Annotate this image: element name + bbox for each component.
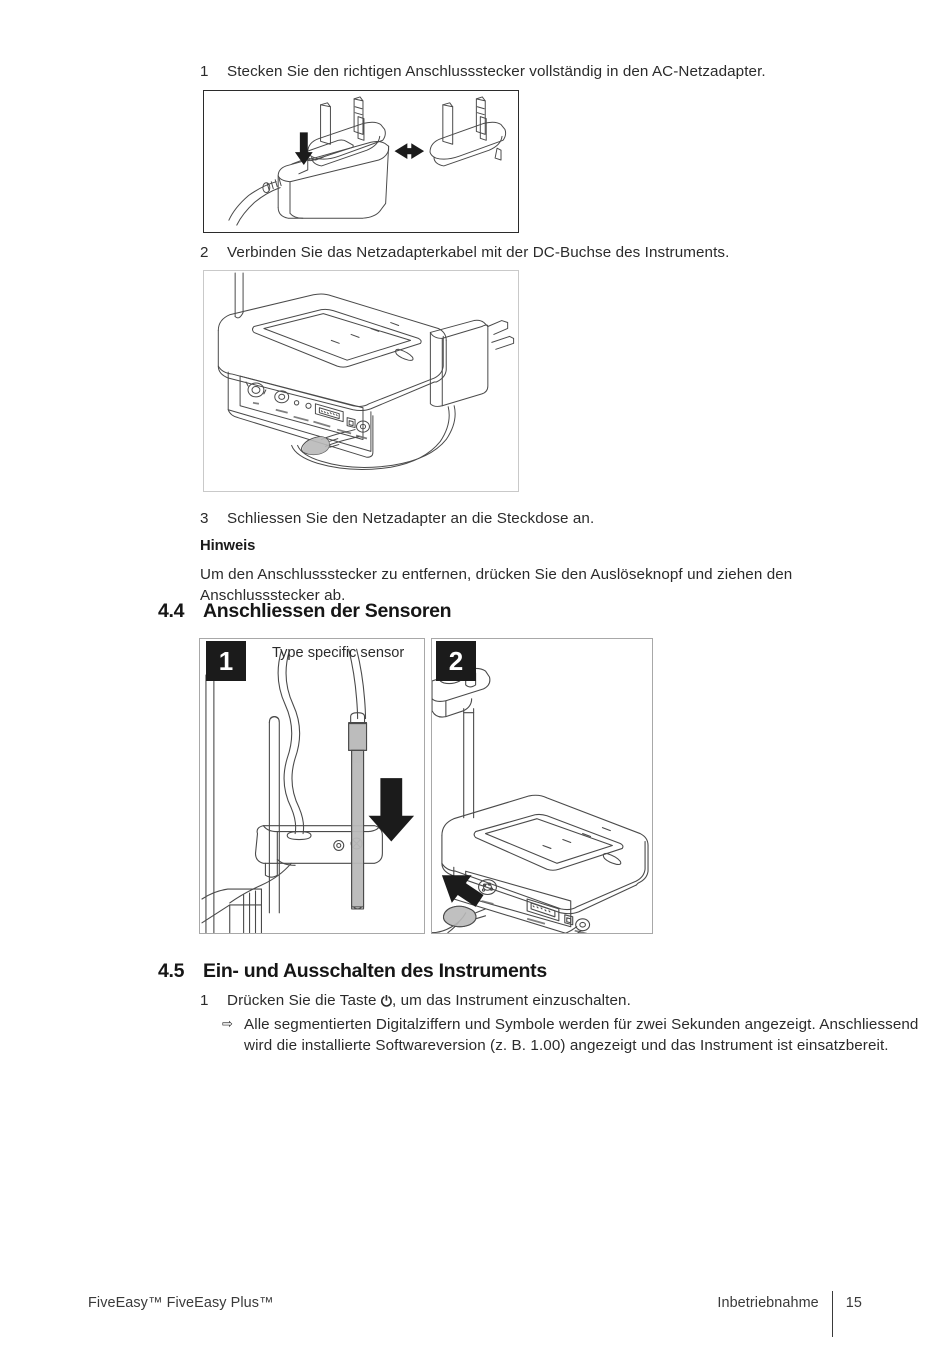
figure-caption-type-specific-sensor: Type specific sensor — [272, 645, 405, 661]
step-2-number: 2 — [200, 244, 209, 261]
footer-product: FiveEasy™ FiveEasy Plus™ — [88, 1295, 274, 1311]
section-heading-4-5 — [158, 960, 547, 983]
double-arrow-glyph — [395, 143, 425, 159]
step-1-text: Stecken Sie den richtigen Anschlussstecker vollständig in den AC-Netzadapter. — [227, 63, 766, 80]
footer-page-number: 15 — [845, 1295, 862, 1311]
section-number-4-5: 4.5 — [158, 960, 185, 982]
step-2-text: Verbinden Sie das Netzadapterkabel mit der DC-Buchse des Instruments. — [227, 244, 730, 261]
down-arrow-glyph — [368, 778, 414, 841]
step-1-number: 1 — [200, 63, 209, 80]
step-1 — [200, 62, 900, 83]
figure-instrument-dc-jack — [203, 270, 519, 492]
power-button-icon: ⏻ — [380, 993, 392, 1009]
step-3-text: Schliessen Sie den Netzadapter an die Steckdose an. — [227, 510, 595, 527]
footer-divider — [832, 1291, 833, 1337]
note-body: Um den Anschlussstecker zu entfernen, drücken Sie den Auslöseknopf und ziehen den Anschlussstecker ab. — [200, 566, 793, 604]
footer-section: Inbetriebnahme — [717, 1295, 819, 1311]
figure-sensor-insertion — [199, 638, 425, 934]
step-text-before: Drücken Sie die Taste — [227, 992, 377, 1009]
page-footer — [0, 1295, 950, 1335]
result-arrow-icon: ⇨ — [222, 1016, 233, 1031]
step-3-number: 3 — [200, 510, 209, 527]
section-title-4-5: Ein- und Ausschalten des Instruments — [203, 960, 547, 982]
panel-number-1: 1 — [206, 641, 246, 681]
figure-sensor-connection — [431, 638, 653, 934]
section-heading-4-4 — [158, 600, 451, 623]
step-3 — [200, 509, 900, 530]
section-number-4-4: 4.4 — [158, 600, 185, 622]
figure-ac-adapter-plug — [203, 90, 519, 233]
panel-number-2: 2 — [436, 641, 476, 681]
note-heading: Hinweis — [200, 538, 256, 554]
footer-right — [717, 1295, 862, 1337]
step-2 — [200, 243, 900, 264]
section-title-4-4: Anschliessen der Sensoren — [203, 600, 452, 622]
down-arrow-glyph — [295, 132, 313, 165]
step-text-after: , um das Instrument einzuschalten. — [391, 992, 631, 1009]
step-power-on-number: 1 — [200, 992, 209, 1009]
result-bullet — [222, 1014, 922, 1057]
step-power-on-text — [227, 991, 900, 1012]
result-text: Alle segmentierten Digitalziffern und Symbole werden für zwei Sekunden angezeigt. Anschliessend wird die installierte Softwareversion (z. B. 1.00) angezeigt und das Instrument ist einsatzbereit. — [244, 1016, 919, 1055]
step-power-on — [200, 991, 900, 1012]
